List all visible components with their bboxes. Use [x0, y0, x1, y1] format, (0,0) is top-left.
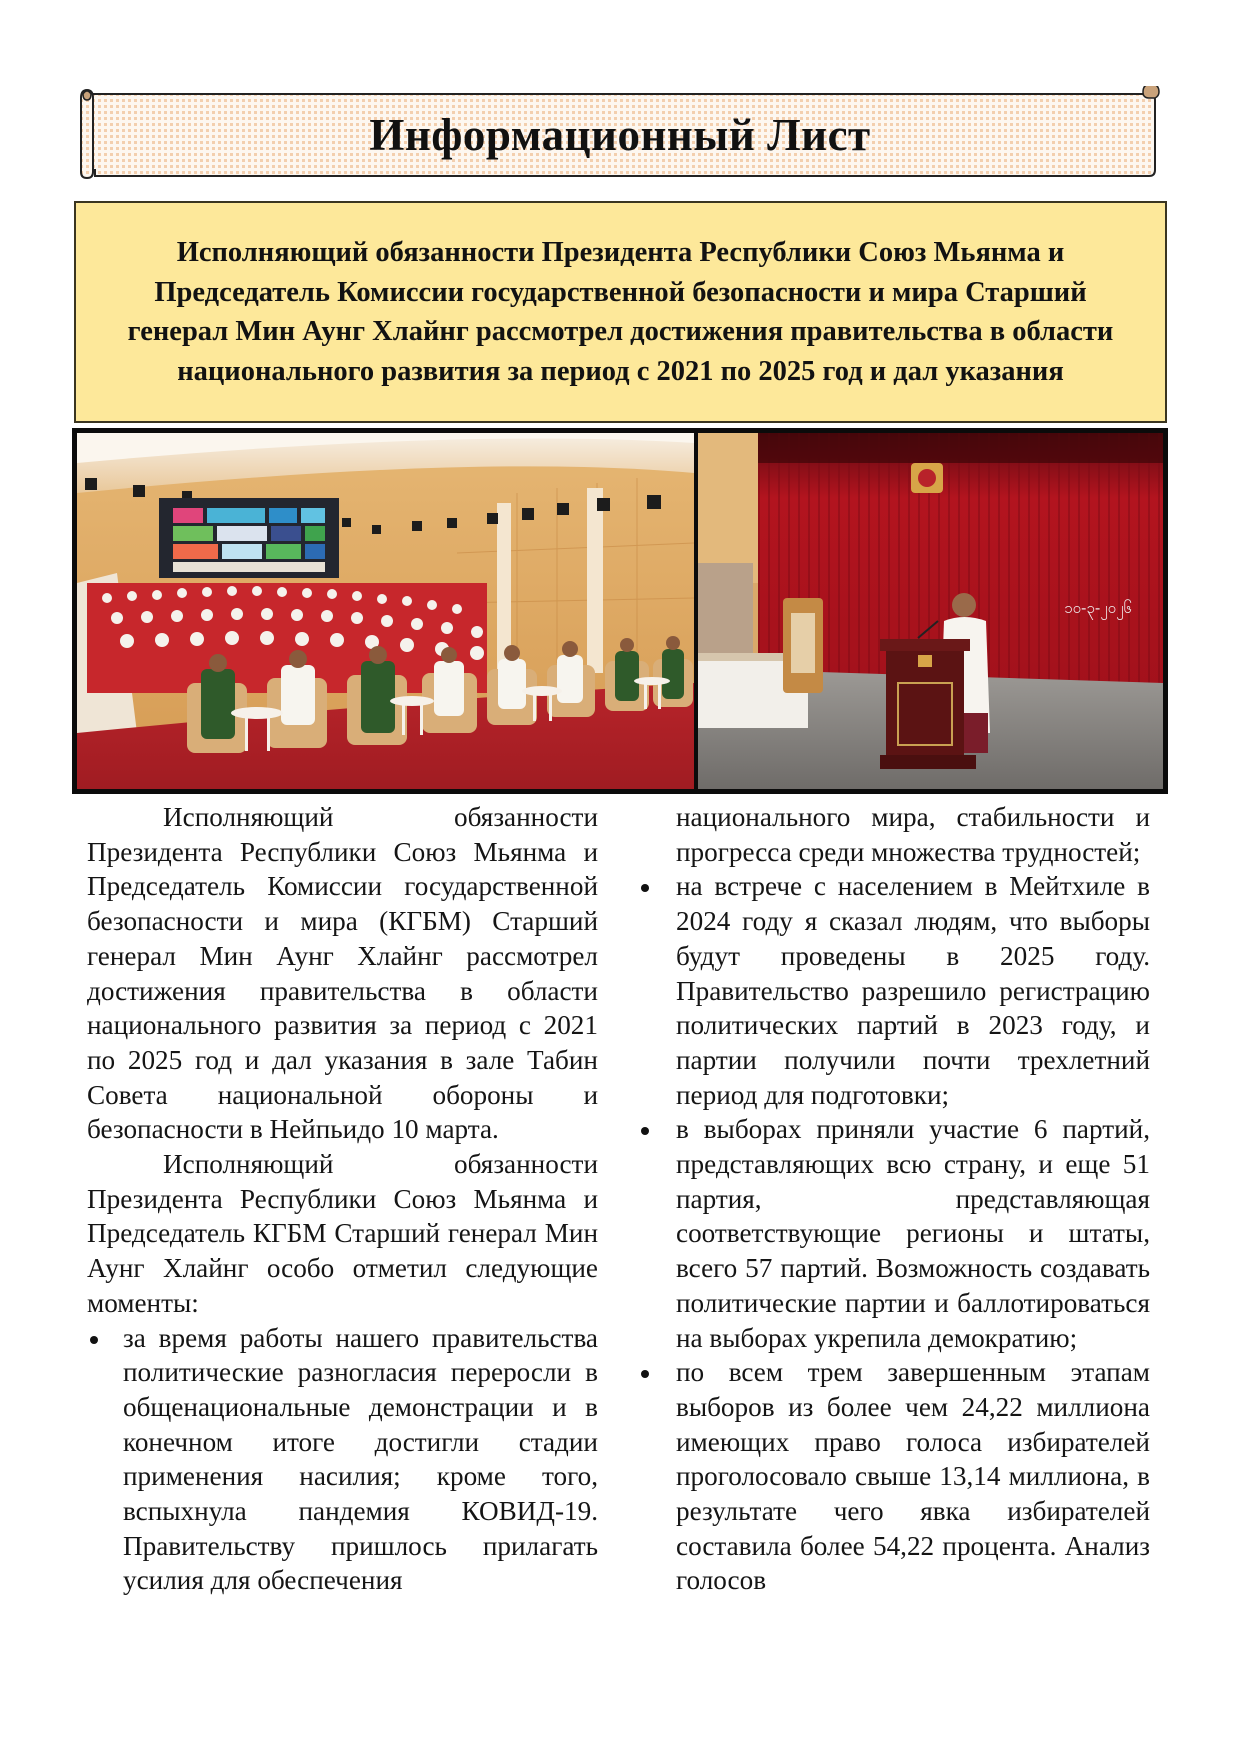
photo-speaker-podium [698, 433, 1163, 789]
headline-text: Исполняющий обязанности Президента Республики Союз Мьянма и Председатель Комиссии государственной безопасности и мира Старший генерал Мин Аунг Хлайнг рассмотрел достижения правительства в области национального развития за период с 2021 по 2025 год и дал указания [127, 237, 1114, 387]
article-paragraph: Исполняющий обязанности Президента Республики Союз Мьянма и Председатель Комиссии государственной безопасности и мира (КГБМ) Старший генерал Мин Аунг Хлайнг рассмотрел достижения правительства в области национального развития за период с 2021 по 2025 год и дал указания в зале Табин Совета национальной обороны и безопасности в Нейпьидо 10 марта. [87, 802, 598, 1145]
bullet-icon [641, 884, 649, 892]
page-title: Информационный Лист [369, 110, 871, 160]
article-paragraph: Исполняющий обязанности Президента Республики Союз Мьянма и Председатель КГБМ Старший генерал Мин Аунг Хлайнг особо отметил следующие моменты: [87, 1149, 598, 1318]
photo-conference-hall [77, 433, 694, 789]
list-item [676, 869, 1150, 1112]
article-right-column [676, 800, 1150, 1598]
speaker-podium-image [698, 433, 1163, 789]
headline-box [74, 201, 1167, 423]
list-item-text: по всем трем завершенным этапам выборов из более чем 24,22 миллиона имеющих право голоса избирателей проголосовало свыше 13,14 миллиона, в результате чего явка избирателей составила более 54,22 процента. Анализ голосов [676, 1357, 1150, 1596]
bullet-icon [90, 1336, 98, 1344]
photo-strip [72, 428, 1168, 794]
bullet-icon [641, 1127, 649, 1135]
list-item [676, 1112, 1150, 1355]
title-banner [73, 86, 1167, 180]
list-item-text: в выборах приняли участие 6 партий, представляющих всю страну, и еще 51 партия, представляющая соответствующие регионы и штаты, всего 57 партий. Возможность создавать политические партии и баллотироваться на выборах укрепила демократию; [676, 1114, 1150, 1353]
curtain-date-caption: ၁၀-၃-၂၀၂၆ [1064, 599, 1132, 617]
list-item [87, 1321, 598, 1599]
key-points-list [87, 1321, 598, 1599]
list-item-text: на встрече с населением в Мейтхиле в 2024 году я сказал людям, что выборы будут проведены в 2025 году. Правительство разрешило регистрацию политических партий в 2023 году, и партии получили почти трехлетний период для подготовки; [676, 871, 1150, 1110]
list-item-continuation: национального мира, стабильности и прогресса среди множества трудностей; [676, 802, 1150, 867]
conference-hall-image [77, 433, 694, 789]
list-item [676, 1355, 1150, 1598]
list-item-text: за время работы нашего правительства политические разногласия переросли в общенациональные демонстрации и в конечном итоге достигли стадии применения насилия; кроме того, вспыхнула пандемия КОВИД-19. Правительству пришлось прилагать усилия для обеспечения [123, 1322, 598, 1596]
bullet-icon [641, 1370, 649, 1378]
key-points-list-continued [676, 869, 1150, 1598]
article-left-column [87, 800, 598, 1598]
